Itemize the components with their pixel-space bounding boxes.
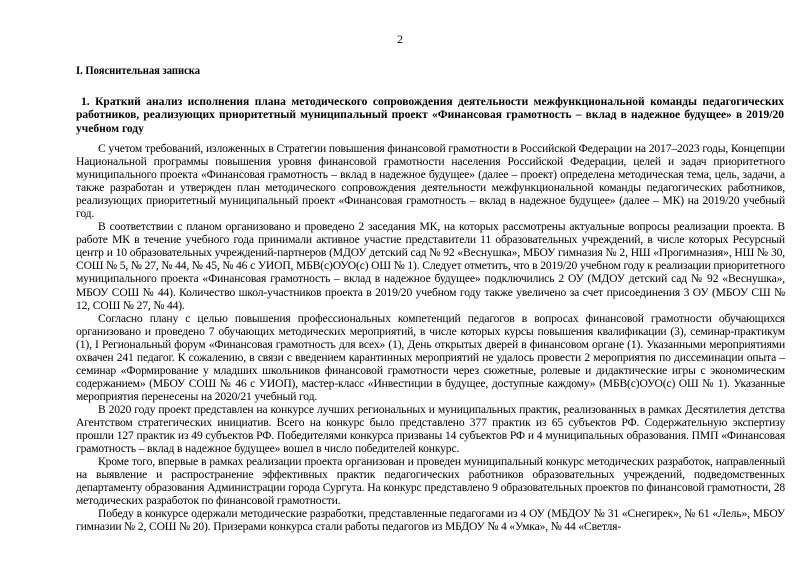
paragraph-winners: Победу в конкурсе одержали методические разработки, представленные педагогами из 4 ОУ (МБДОУ № 31 «Снегирек», № 61 «Лель», МБОУ гимназии № 2, СОШ № 20). Призерами конкурса стали работы педагогов из МБДОУ № 4 «Умка», № 44 «Светля- [76,507,785,534]
document-body [76,142,785,533]
page-number: 2 [397,32,403,46]
paragraph-strategy: С учетом требований, изложенных в Стратегии повышения финансовой грамотности в Российской Федерации на 2017–2023 годы, Концепции Национальной программы повышения уровня финансовой грамотности населения Российской Федерации, целей и задач приоритетного муниципального проекта «Финансовая грамотность – вклад в надежное будущее» (далее – проект) определена методическая тема, цель, задачи, а также разработан и утвержден план методического сопровождения деятельности межфункциональной команды педагогических работников, реализующих приоритетный муниципальный проект «Финансовая грамотность – вклад в надежное будущее» (далее – МК) на 2019/20 учебный год. [76,142,785,221]
subsection-title [76,96,784,136]
subsection-title-text: 1. Краткий анализ исполнения плана методического сопровождения деятельности межфункциональной команды педагогических работников, реализующих приоритетный муниципальный проект «Финансовая грамотность – вклад в надежное будущее» в 2019/20 учебном году [76,96,784,135]
paragraph-mk-meetings: В соответствии с планом организовано и проведено 2 заседания МК, на которых рассмотрены актуальные вопросы реализации проекта. В работе МК в течение учебного года принимали активное участие представители 11 образовательных учреждений, в числе которых Ресурсный центр и 10 образовательных учреждений-партнеров (МДОУ детский сад № 92 «Веснушка», МБОУ гимназия № 2, НШ «Прогимназия», НШ № 30, СОШ № 5, № 27, № 44, № 45, № 46 с УИОП, МБВ(с)ОУО(с) ОШ № 1). Следует отметить, что в 2019/20 учебном году к реализации приоритетного муниципального проекта «Финансовая грамотность – вклад в надежное будущее» подключились 2 ОУ (МДОУ детский сад № 92 «Веснушка», МБОУ СОШ № 44). Количество школ-участников проекта в 2019/20 учебном году также увеличено за счет присоединения 3 ОУ (МБОУ СШ № 12, СОШ № 27, № 44). [76,220,785,312]
section-title: I. Пояснительная записка [76,65,201,77]
paragraph-2020-contest: В 2020 году проект представлен на конкурсе лучших региональных и муниципальных практик, реализованных в рамках Десятилетия детства Агентством стратегических инициатив. Всего на конкурс было представлено 377 практик из 65 субъектов РФ. Содержательную экспертизу прошли 127 практик из 49 субъектов РФ. Победителями конкурса призваны 14 субъектов РФ и 4 муниципальных образования. ПМП «Финансовая грамотность – вклад в надежное будущее» вошел в число победителей конкурс. [76,402,785,456]
paragraph-training-events: Согласно плану с целью повышения профессиональных компетенций педагогов в вопросах финансовой грамотности обучающихся организовано и проведено 7 обучающих методических мероприятий, в числе которых курсы повышения квалификации (3), семинар-практикум (1), I Региональный форум «Финансовая грамотность для всех» (1), День открытых дверей в финансовом органе (1). Указанными мероприятиями охвачен 241 педагог. К сожалению, в связи с введением карантинных мероприятий не удалось провести 2 мероприятия по диссеминации опыта – семинар «Формирование у младших школьников финансовой грамотности через сюжетные, ролевые и дидактические игры с экономическим содержанием» (МБОУ СОШ № 46 с УИОП), мастер-класс «Инвестиции в будущее, доступные каждому» (МБВ(с)ОУО(с) ОШ № 1). Указанные мероприятия перенесены на 2020/21 учебный год. [76,311,785,403]
paragraph-municipal-contest: Кроме того, впервые в рамках реализации проекта организован и проведен муниципальный конкурс методических разработок, направленный на выявление и распространение эффективных практик педагогических работников образовательных учреждений, подведомственных департаменту образования Администрации города Сургута. На конкурс представлено 9 образовательных проектов по финансовой грамотности, 28 методических разработок по финансовой грамотности. [76,455,785,508]
